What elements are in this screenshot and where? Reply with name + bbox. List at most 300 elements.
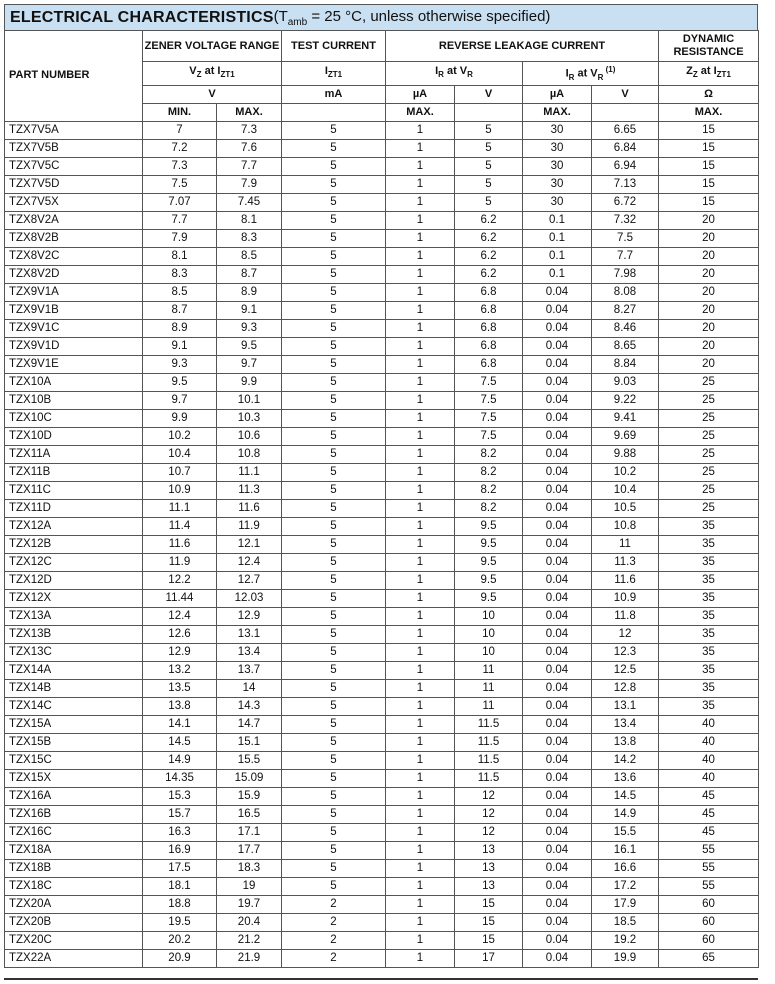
cell-izt: 5 (282, 319, 386, 337)
cell-zz-max: 35 (659, 607, 759, 625)
header-ir-at-vr: $I_R$ at $V_R$ (386, 62, 523, 86)
cell-vr1: 11.5 (455, 769, 523, 787)
cell-part-number: TZX14C (5, 697, 143, 715)
cell-izt: 5 (282, 733, 386, 751)
cell-ir1-max: 1 (386, 445, 455, 463)
cell-zz-max: 25 (659, 427, 759, 445)
cell-vr2: 9.41 (592, 409, 659, 427)
cell-ir2-max: 0.04 (523, 301, 592, 319)
header-izt1: $I_{ZT1}$ (282, 62, 386, 86)
cell-ir1-max: 1 (386, 697, 455, 715)
cell-vz-min: 20.9 (143, 949, 217, 967)
cell-vr1: 6.8 (455, 283, 523, 301)
unit-vr2: V (592, 85, 659, 103)
cell-ir1-max: 1 (386, 427, 455, 445)
limit-max-ir1: MAX. (386, 103, 455, 121)
table-row (5, 265, 759, 283)
table-row (5, 571, 759, 589)
table-row (5, 553, 759, 571)
cell-vz-min: 9.7 (143, 391, 217, 409)
cell-izt: 5 (282, 715, 386, 733)
cell-ir2-max: 0.04 (523, 679, 592, 697)
limit-empty-vr2 (592, 103, 659, 121)
cell-ir1-max: 1 (386, 769, 455, 787)
cell-vz-max: 19 (217, 877, 282, 895)
cell-zz-max: 25 (659, 499, 759, 517)
cell-part-number: TZX20C (5, 931, 143, 949)
cell-zz-max: 15 (659, 175, 759, 193)
cell-vz-max: 18.3 (217, 859, 282, 877)
cell-vz-min: 7.9 (143, 229, 217, 247)
cell-part-number: TZX8V2D (5, 265, 143, 283)
cell-ir1-max: 1 (386, 373, 455, 391)
cell-vr2: 10.5 (592, 499, 659, 517)
cell-ir2-max: 0.1 (523, 247, 592, 265)
cell-vz-max: 19.7 (217, 895, 282, 913)
cell-ir2-max: 0.04 (523, 625, 592, 643)
cell-zz-max: 15 (659, 121, 759, 139)
cell-ir1-max: 1 (386, 139, 455, 157)
table-row (5, 409, 759, 427)
cell-vz-max: 9.9 (217, 373, 282, 391)
cell-vr2: 12.5 (592, 661, 659, 679)
cell-vz-min: 9.5 (143, 373, 217, 391)
cell-part-number: TZX7V5C (5, 157, 143, 175)
cell-vz-max: 10.6 (217, 427, 282, 445)
cell-vz-min: 11.1 (143, 499, 217, 517)
cell-vz-max: 14.3 (217, 697, 282, 715)
cell-zz-max: 20 (659, 229, 759, 247)
cell-ir1-max: 1 (386, 553, 455, 571)
cell-part-number: TZX12B (5, 535, 143, 553)
cell-vz-min: 7.07 (143, 193, 217, 211)
cell-vz-max: 17.1 (217, 823, 282, 841)
cell-vz-max: 14.7 (217, 715, 282, 733)
cell-vz-max: 9.7 (217, 355, 282, 373)
cell-part-number: TZX13C (5, 643, 143, 661)
cell-ir1-max: 1 (386, 823, 455, 841)
table-row (5, 121, 759, 139)
table-row (5, 337, 759, 355)
cell-ir2-max: 0.1 (523, 229, 592, 247)
cell-izt: 5 (282, 751, 386, 769)
cell-ir2-max: 0.04 (523, 715, 592, 733)
cell-vz-min: 13.8 (143, 697, 217, 715)
cell-ir2-max: 0.1 (523, 265, 592, 283)
cell-vz-max: 11.1 (217, 463, 282, 481)
cell-vr2: 16.1 (592, 841, 659, 859)
cell-ir1-max: 1 (386, 211, 455, 229)
cell-ir2-max: 0.04 (523, 823, 592, 841)
cell-vr1: 8.2 (455, 445, 523, 463)
table-row (5, 445, 759, 463)
cell-ir2-max: 0.04 (523, 355, 592, 373)
cell-ir1-max: 1 (386, 787, 455, 805)
cell-ir1-max: 1 (386, 409, 455, 427)
cell-ir2-max: 0.04 (523, 841, 592, 859)
cell-vr2: 17.9 (592, 895, 659, 913)
cell-zz-max: 40 (659, 733, 759, 751)
cell-part-number: TZX9V1C (5, 319, 143, 337)
cell-zz-max: 55 (659, 877, 759, 895)
cell-vr2: 9.88 (592, 445, 659, 463)
header-reverse-leakage-current: REVERSE LEAKAGE CURRENT (386, 31, 659, 62)
cell-part-number: TZX7V5B (5, 139, 143, 157)
cell-zz-max: 35 (659, 625, 759, 643)
table-row (5, 823, 759, 841)
table-row (5, 805, 759, 823)
cell-vz-min: 18.1 (143, 877, 217, 895)
cell-izt: 5 (282, 877, 386, 895)
cell-vz-min: 14.9 (143, 751, 217, 769)
cell-part-number: TZX10D (5, 427, 143, 445)
cell-part-number: TZX22A (5, 949, 143, 967)
cell-vz-max: 8.1 (217, 211, 282, 229)
cell-vz-max: 12.9 (217, 607, 282, 625)
cell-izt: 5 (282, 265, 386, 283)
cell-ir2-max: 0.1 (523, 211, 592, 229)
cell-vr1: 8.2 (455, 499, 523, 517)
cell-ir2-max: 30 (523, 175, 592, 193)
cell-ir1-max: 1 (386, 931, 455, 949)
cell-ir2-max: 0.04 (523, 769, 592, 787)
cell-zz-max: 60 (659, 931, 759, 949)
table-row (5, 679, 759, 697)
header-test-current: TEST CURRENT (282, 31, 386, 62)
cell-zz-max: 20 (659, 265, 759, 283)
cell-ir1-max: 1 (386, 607, 455, 625)
cell-vz-min: 8.7 (143, 301, 217, 319)
cell-vr2: 6.72 (592, 193, 659, 211)
table-row (5, 301, 759, 319)
cell-vr1: 11.5 (455, 733, 523, 751)
cell-vz-min: 15.7 (143, 805, 217, 823)
cell-vz-min: 8.9 (143, 319, 217, 337)
cell-vr1: 5 (455, 193, 523, 211)
table-row (5, 751, 759, 769)
cell-part-number: TZX15X (5, 769, 143, 787)
cell-vr1: 6.2 (455, 229, 523, 247)
cell-part-number: TZX9V1D (5, 337, 143, 355)
cell-vz-min: 9.3 (143, 355, 217, 373)
cell-vr1: 9.5 (455, 589, 523, 607)
cell-zz-max: 15 (659, 139, 759, 157)
table-row (5, 643, 759, 661)
cell-zz-max: 35 (659, 589, 759, 607)
cell-izt: 5 (282, 769, 386, 787)
cell-vr1: 6.2 (455, 247, 523, 265)
cell-vz-max: 13.1 (217, 625, 282, 643)
limit-max: MAX. (217, 103, 282, 121)
table-row (5, 157, 759, 175)
table-row (5, 175, 759, 193)
cell-zz-max: 60 (659, 895, 759, 913)
title-bold: ELECTRICAL CHARACTERISTICS (10, 8, 274, 26)
cell-vr1: 5 (455, 157, 523, 175)
cell-izt: 2 (282, 949, 386, 967)
cell-zz-max: 20 (659, 355, 759, 373)
electrical-characteristics-table (4, 30, 759, 968)
cell-izt: 5 (282, 283, 386, 301)
cell-vz-max: 9.5 (217, 337, 282, 355)
cell-vz-max: 20.4 (217, 913, 282, 931)
cell-ir2-max: 0.04 (523, 643, 592, 661)
cell-zz-max: 40 (659, 715, 759, 733)
cell-vr2: 7.98 (592, 265, 659, 283)
cell-vr2: 13.1 (592, 697, 659, 715)
table-row (5, 787, 759, 805)
cell-part-number: TZX13A (5, 607, 143, 625)
cell-ir2-max: 0.04 (523, 337, 592, 355)
cell-vr1: 7.5 (455, 391, 523, 409)
cell-zz-max: 45 (659, 805, 759, 823)
cell-vr2: 18.5 (592, 913, 659, 931)
cell-vr2: 8.27 (592, 301, 659, 319)
cell-vr1: 11 (455, 697, 523, 715)
cell-ir1-max: 1 (386, 895, 455, 913)
cell-part-number: TZX11D (5, 499, 143, 517)
table-row (5, 661, 759, 679)
cell-izt: 5 (282, 301, 386, 319)
table-row (5, 283, 759, 301)
cell-ir2-max: 0.04 (523, 733, 592, 751)
cell-part-number: TZX11A (5, 445, 143, 463)
cell-ir1-max: 1 (386, 283, 455, 301)
table-row (5, 427, 759, 445)
cell-vz-min: 18.8 (143, 895, 217, 913)
cell-vz-max: 8.7 (217, 265, 282, 283)
cell-izt: 5 (282, 841, 386, 859)
cell-vz-max: 11.6 (217, 499, 282, 517)
cell-ir1-max: 1 (386, 571, 455, 589)
cell-ir1-max: 1 (386, 247, 455, 265)
cell-vz-max: 8.3 (217, 229, 282, 247)
cell-izt: 5 (282, 679, 386, 697)
table-title (4, 4, 758, 30)
cell-vr2: 7.13 (592, 175, 659, 193)
cell-vr2: 9.03 (592, 373, 659, 391)
cell-ir2-max: 0.04 (523, 373, 592, 391)
table-row (5, 841, 759, 859)
cell-vr1: 12 (455, 787, 523, 805)
cell-vz-max: 12.03 (217, 589, 282, 607)
table-row (5, 247, 759, 265)
limit-max-zz: MAX. (659, 103, 759, 121)
cell-vr1: 10 (455, 607, 523, 625)
cell-part-number: TZX10B (5, 391, 143, 409)
cell-zz-max: 35 (659, 517, 759, 535)
cell-vz-min: 12.2 (143, 571, 217, 589)
cell-izt: 5 (282, 337, 386, 355)
cell-vr2: 11.8 (592, 607, 659, 625)
cell-ir2-max: 0.04 (523, 319, 592, 337)
table-row (5, 733, 759, 751)
cell-zz-max: 55 (659, 859, 759, 877)
cell-part-number: TZX12A (5, 517, 143, 535)
cell-part-number: TZX15A (5, 715, 143, 733)
cell-zz-max: 35 (659, 553, 759, 571)
cell-part-number: TZX18A (5, 841, 143, 859)
cell-ir2-max: 30 (523, 193, 592, 211)
table-row (5, 211, 759, 229)
unit-zz: Ω (659, 85, 759, 103)
cell-zz-max: 55 (659, 841, 759, 859)
cell-vz-max: 8.5 (217, 247, 282, 265)
header-ir-at-vr-note: $I_R$ at $V_R$ $^{(1)}$ (523, 62, 659, 86)
cell-vr2: 7.32 (592, 211, 659, 229)
cell-part-number: TZX12X (5, 589, 143, 607)
unit-izt: mA (282, 85, 386, 103)
cell-vz-max: 21.2 (217, 931, 282, 949)
cell-vr1: 7.5 (455, 427, 523, 445)
cell-vr1: 7.5 (455, 409, 523, 427)
cell-zz-max: 20 (659, 301, 759, 319)
table-row (5, 481, 759, 499)
table-row (5, 949, 759, 967)
cell-vr2: 9.69 (592, 427, 659, 445)
header-zener-voltage-range: ZENER VOLTAGE RANGE (143, 31, 282, 62)
cell-vr2: 14.2 (592, 751, 659, 769)
unit-vr1: V (455, 85, 523, 103)
cell-vz-max: 15.9 (217, 787, 282, 805)
cell-vr1: 15 (455, 913, 523, 931)
cell-vr1: 5 (455, 121, 523, 139)
cell-vr2: 14.9 (592, 805, 659, 823)
cell-ir2-max: 0.04 (523, 931, 592, 949)
cell-part-number: TZX14A (5, 661, 143, 679)
cell-zz-max: 20 (659, 247, 759, 265)
cell-vz-min: 14.35 (143, 769, 217, 787)
cell-vz-min: 16.3 (143, 823, 217, 841)
cell-izt: 5 (282, 643, 386, 661)
cell-vz-max: 17.7 (217, 841, 282, 859)
electrical-characteristics-section (4, 4, 758, 968)
cell-izt: 5 (282, 193, 386, 211)
cell-vz-min: 8.5 (143, 283, 217, 301)
cell-vr2: 16.6 (592, 859, 659, 877)
cell-vz-max: 9.1 (217, 301, 282, 319)
cell-vr2: 10.4 (592, 481, 659, 499)
cell-ir2-max: 0.04 (523, 553, 592, 571)
cell-vz-max: 21.9 (217, 949, 282, 967)
cell-ir1-max: 1 (386, 265, 455, 283)
cell-ir2-max: 0.04 (523, 697, 592, 715)
table-row (5, 607, 759, 625)
cell-vr2: 14.5 (592, 787, 659, 805)
limit-min: MIN. (143, 103, 217, 121)
cell-ir1-max: 1 (386, 229, 455, 247)
cell-vr1: 12 (455, 823, 523, 841)
table-row (5, 895, 759, 913)
cell-vz-max: 12.4 (217, 553, 282, 571)
cell-vr2: 11.3 (592, 553, 659, 571)
cell-vz-max: 7.9 (217, 175, 282, 193)
cell-part-number: TZX8V2A (5, 211, 143, 229)
cell-izt: 5 (282, 139, 386, 157)
cell-vr1: 6.8 (455, 337, 523, 355)
cell-izt: 5 (282, 157, 386, 175)
table-row (5, 913, 759, 931)
cell-vz-min: 8.3 (143, 265, 217, 283)
cell-izt: 5 (282, 517, 386, 535)
cell-vr1: 8.2 (455, 463, 523, 481)
cell-izt: 2 (282, 913, 386, 931)
cell-vz-max: 9.3 (217, 319, 282, 337)
cell-ir1-max: 1 (386, 805, 455, 823)
cell-ir2-max: 0.04 (523, 409, 592, 427)
unit-ir1: µA (386, 85, 455, 103)
cell-vr2: 9.22 (592, 391, 659, 409)
cell-vz-min: 9.9 (143, 409, 217, 427)
header-row-1 (5, 31, 759, 62)
cell-vr2: 6.84 (592, 139, 659, 157)
cell-izt: 5 (282, 625, 386, 643)
cell-vr2: 8.84 (592, 355, 659, 373)
cell-ir2-max: 0.04 (523, 499, 592, 517)
cell-vz-max: 15.1 (217, 733, 282, 751)
cell-zz-max: 20 (659, 283, 759, 301)
cell-ir1-max: 1 (386, 319, 455, 337)
cell-vz-max: 14 (217, 679, 282, 697)
cell-vr1: 9.5 (455, 535, 523, 553)
cell-ir2-max: 0.04 (523, 607, 592, 625)
cell-zz-max: 35 (659, 661, 759, 679)
table-row (5, 589, 759, 607)
cell-part-number: TZX7V5X (5, 193, 143, 211)
cell-vz-min: 11.44 (143, 589, 217, 607)
cell-vr1: 6.8 (455, 301, 523, 319)
table-row (5, 391, 759, 409)
cell-part-number: TZX9V1E (5, 355, 143, 373)
cell-vr1: 15 (455, 931, 523, 949)
cell-izt: 5 (282, 247, 386, 265)
cell-izt: 5 (282, 229, 386, 247)
cell-ir1-max: 1 (386, 625, 455, 643)
table-row (5, 517, 759, 535)
cell-izt: 5 (282, 481, 386, 499)
cell-izt: 2 (282, 895, 386, 913)
table-row (5, 931, 759, 949)
cell-vz-max: 7.6 (217, 139, 282, 157)
cell-vz-min: 10.9 (143, 481, 217, 499)
cell-ir2-max: 0.04 (523, 913, 592, 931)
cell-ir2-max: 0.04 (523, 949, 592, 967)
cell-part-number: TZX9V1B (5, 301, 143, 319)
cell-vz-min: 12.9 (143, 643, 217, 661)
cell-part-number: TZX12D (5, 571, 143, 589)
cell-zz-max: 45 (659, 823, 759, 841)
cell-ir2-max: 0.04 (523, 805, 592, 823)
cell-vr2: 8.46 (592, 319, 659, 337)
cell-zz-max: 25 (659, 409, 759, 427)
table-row (5, 355, 759, 373)
cell-vr2: 17.2 (592, 877, 659, 895)
cell-vz-min: 15.3 (143, 787, 217, 805)
cell-izt: 5 (282, 823, 386, 841)
cell-vr1: 12 (455, 805, 523, 823)
cell-vr2: 6.94 (592, 157, 659, 175)
cell-vr2: 7.7 (592, 247, 659, 265)
cell-vz-max: 8.9 (217, 283, 282, 301)
cell-ir1-max: 1 (386, 751, 455, 769)
cell-izt: 5 (282, 571, 386, 589)
cell-vz-min: 12.4 (143, 607, 217, 625)
cell-part-number: TZX20B (5, 913, 143, 931)
title-condition: ($T_{amb} = 25$ °C, unless otherwise specified) (273, 7, 551, 28)
cell-vr1: 9.5 (455, 571, 523, 589)
cell-ir2-max: 30 (523, 139, 592, 157)
cell-vr2: 19.9 (592, 949, 659, 967)
